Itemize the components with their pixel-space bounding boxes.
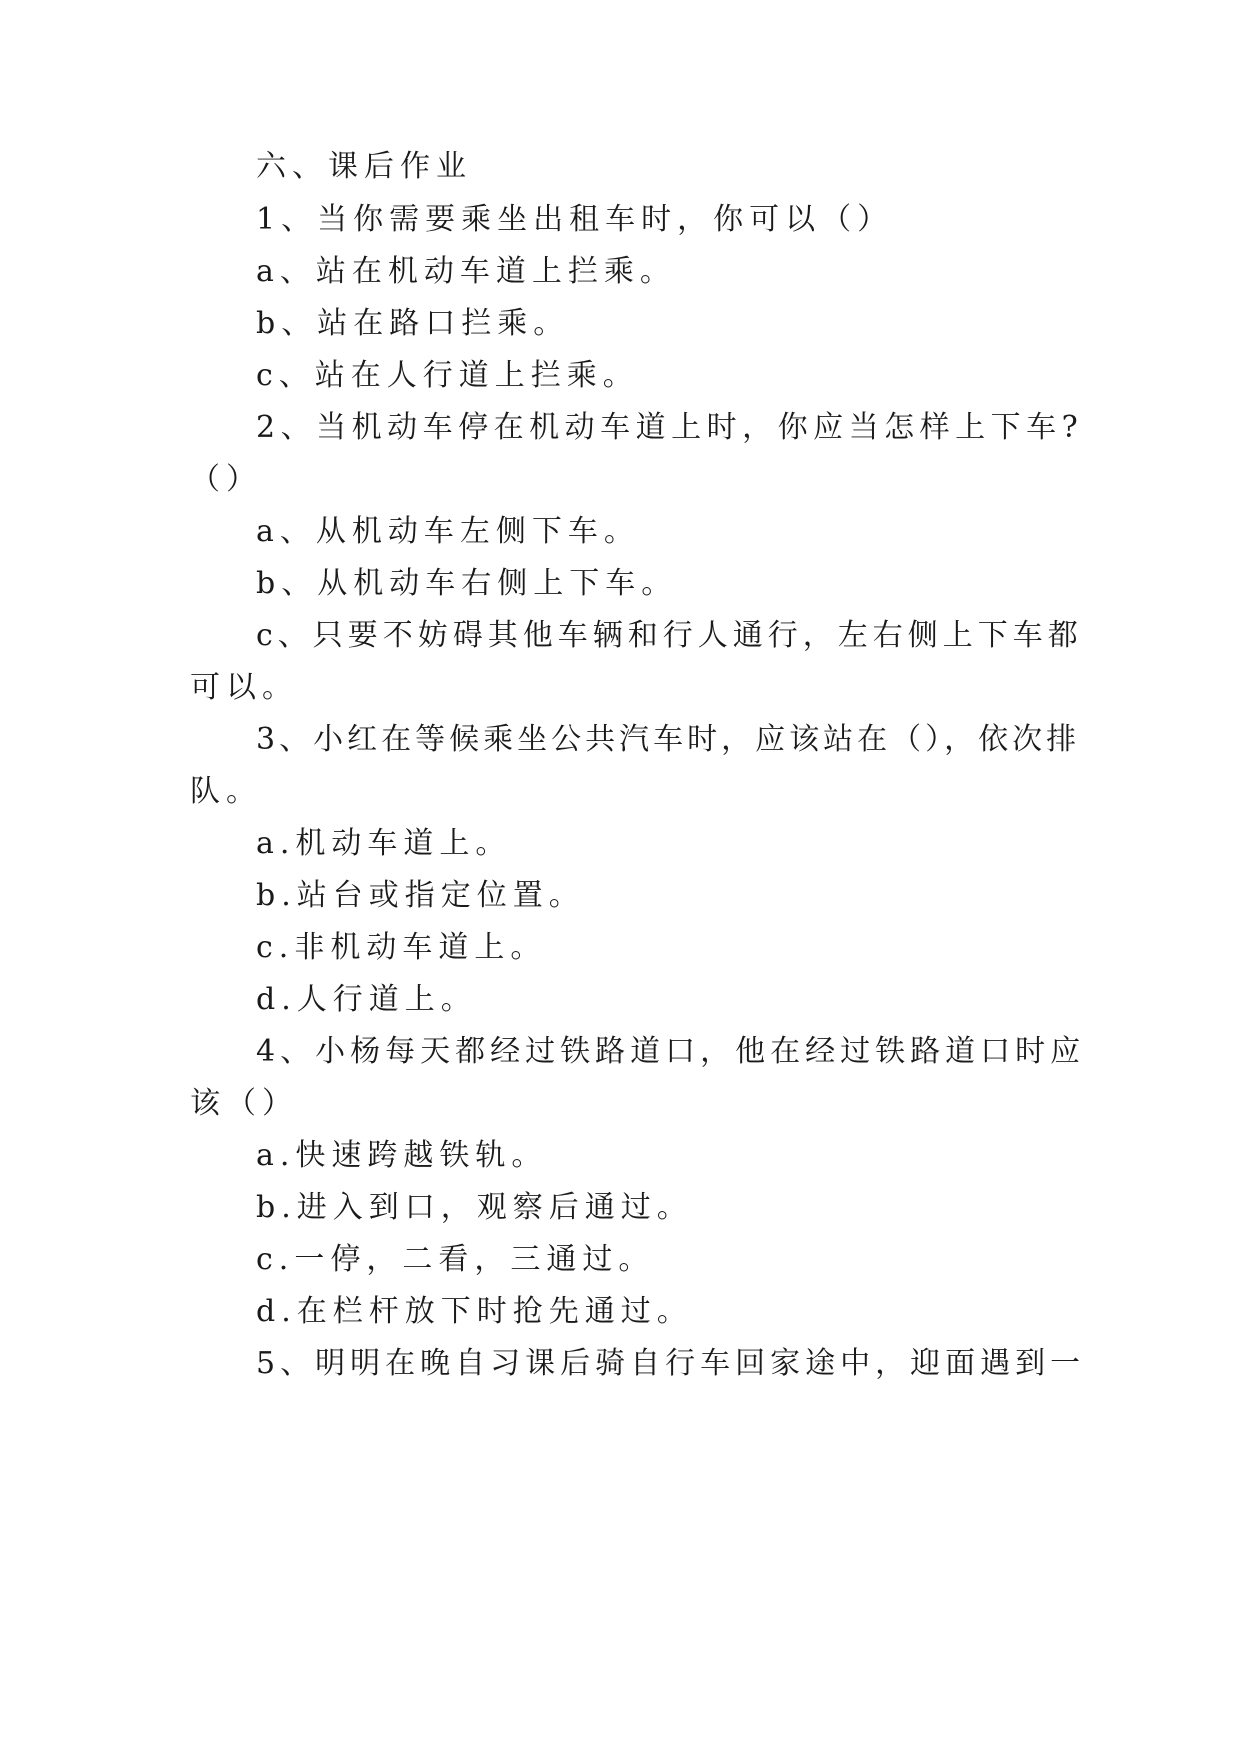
question-3-stem: 3、小红在等候乘坐公共汽车时，应该站在（），依次排 <box>256 722 1081 757</box>
section-title: 六、课后作业 <box>256 149 472 184</box>
question-2-stem-continued: （） <box>190 462 262 497</box>
question-4-option-a: a.快速跨越铁轨。 <box>256 1138 548 1173</box>
question-1-option-b: b、站在路口拦乘。 <box>256 306 570 341</box>
question-2-stem: 2、当机动车停在机动车道上时，你应当怎样上下车? <box>256 410 1084 445</box>
question-4-option-b: b.进入到口，观察后通过。 <box>256 1190 693 1225</box>
question-2-option-a: a、从机动车左侧下车。 <box>256 514 640 549</box>
question-4-stem-continued: 该（） <box>190 1086 298 1121</box>
question-2-option-c: c、只要不妨碍其他车辆和行人通行，左右侧上下车都 <box>256 618 1083 653</box>
question-2-option-b: b、从机动车右侧上下车。 <box>256 566 678 601</box>
question-4-option-d: d.在栏杆放下时抢先通过。 <box>256 1294 693 1329</box>
question-5-stem: 5、明明在晚自习课后骑自行车回家途中，迎面遇到一 <box>256 1346 1086 1381</box>
question-1-stem: 1、当你需要乘坐出租车时，你可以（） <box>256 202 894 237</box>
question-3-option-d: d.人行道上。 <box>256 982 477 1017</box>
question-3-stem-continued: 队。 <box>190 774 262 809</box>
question-4-stem: 4、小杨每天都经过铁路道口，他在经过铁路道口时应 <box>256 1034 1086 1069</box>
question-3-option-c: c.非机动车道上。 <box>256 930 547 965</box>
question-3-option-b: b.站台或指定位置。 <box>256 878 585 913</box>
question-3-option-a: a.机动车道上。 <box>256 826 512 861</box>
question-1-option-a: a、站在机动车道上拦乘。 <box>256 254 676 289</box>
question-1-option-c: c、站在人行道上拦乘。 <box>256 358 639 393</box>
question-4-option-c: c.一停，二看，三通过。 <box>256 1242 655 1277</box>
question-2-option-c-continued: 可以。 <box>190 670 298 705</box>
